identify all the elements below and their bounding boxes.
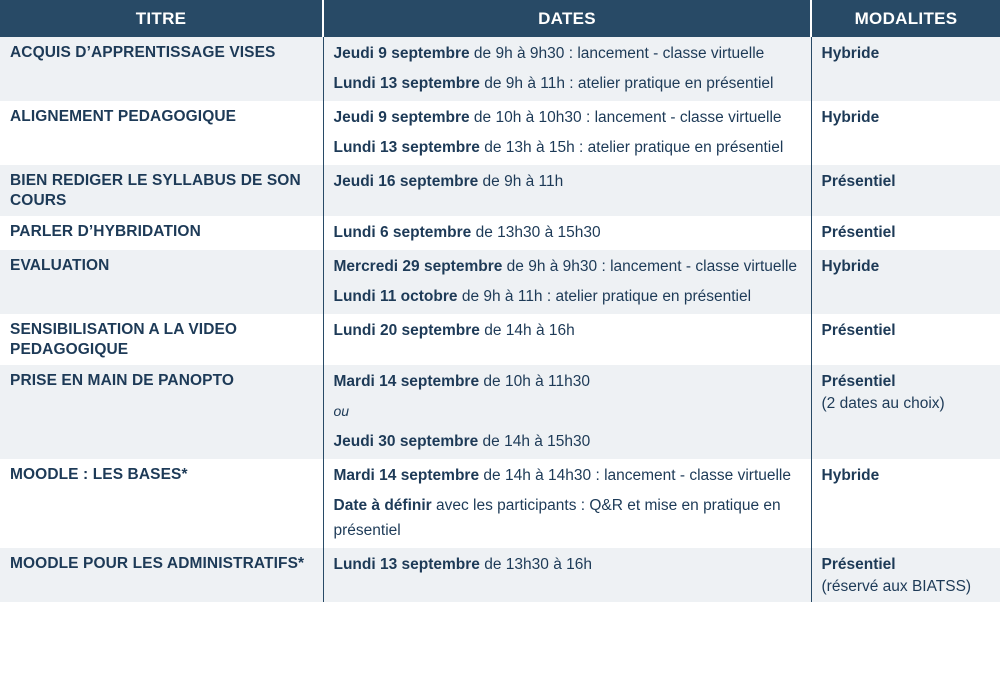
session <box>334 429 801 454</box>
table-row <box>0 459 1000 548</box>
modalite-note: (2 dates au choix) <box>821 395 945 412</box>
table-row <box>0 250 1000 314</box>
session-detail: de 10h à 11h30 <box>479 373 590 390</box>
course-title: EVALUATION <box>0 250 323 314</box>
session-detail: de 13h30 à 15h30 <box>471 224 601 241</box>
table-row <box>0 365 1000 459</box>
session <box>334 493 801 543</box>
session-detail: de 9h à 11h : atelier pratique en présentiel <box>479 75 774 92</box>
session <box>334 169 801 194</box>
course-title: BIEN REDIGER LE SYLLABUS DE SON COURS <box>0 165 323 216</box>
session-date: Lundi 13 septembre <box>333 139 480 156</box>
course-dates <box>323 365 811 459</box>
session <box>334 220 801 245</box>
header-dates: DATES <box>323 0 811 37</box>
table-row <box>0 216 1000 250</box>
session <box>334 105 801 130</box>
course-dates <box>323 165 811 216</box>
course-modalite <box>811 314 1000 365</box>
course-dates <box>323 37 811 101</box>
session-date: Mercredi 29 septembre <box>333 258 503 275</box>
session <box>334 284 801 309</box>
header-modalites: MODALITES <box>811 0 1000 37</box>
session-detail: de 9h à 11h <box>478 173 564 190</box>
modalite-label: Présentiel <box>821 322 896 339</box>
header-titre: TITRE <box>0 0 323 37</box>
session-date: Lundi 13 septembre <box>333 75 480 92</box>
session-detail: de 10h à 10h30 : lancement - classe virtuelle <box>469 109 782 126</box>
modalite-label: Présentiel <box>821 173 896 190</box>
course-dates <box>323 101 811 165</box>
session <box>334 369 801 394</box>
session <box>334 463 801 488</box>
table-body <box>0 37 1000 602</box>
course-modalite <box>811 37 1000 101</box>
session-detail: de 14h à 16h <box>479 322 575 339</box>
modalite-note: (réservé aux BIATSS) <box>821 578 972 595</box>
session-date: Lundi 20 septembre <box>333 322 480 339</box>
session-date: Jeudi 9 septembre <box>333 109 470 126</box>
modalite-label: Hybride <box>821 258 880 275</box>
session-detail: de 13h à 15h : atelier pratique en présentiel <box>479 139 784 156</box>
session <box>334 71 801 96</box>
table-row <box>0 37 1000 101</box>
session-date: Jeudi 9 septembre <box>333 45 470 62</box>
session-detail: de 9h à 9h30 : lancement - classe virtuelle <box>469 45 765 62</box>
course-modalite <box>811 101 1000 165</box>
course-modalite <box>811 165 1000 216</box>
table-row <box>0 548 1000 602</box>
course-dates <box>323 314 811 365</box>
course-dates <box>323 250 811 314</box>
modalite-label: Hybride <box>821 45 880 62</box>
modalite-label: Hybride <box>821 109 880 126</box>
table-row <box>0 165 1000 216</box>
course-title: MOODLE POUR LES ADMINISTRATIFS* <box>0 548 323 602</box>
modalite-label: Présentiel <box>821 556 896 573</box>
date-separator: ou <box>333 403 350 419</box>
course-modalite <box>811 250 1000 314</box>
course-modalite <box>811 216 1000 250</box>
course-title: PRISE EN MAIN DE PANOPTO <box>0 365 323 459</box>
session <box>334 41 801 66</box>
session-detail: de 9h à 9h30 : lancement - classe virtuelle <box>502 258 798 275</box>
session-detail: de 13h30 à 16h <box>479 556 592 573</box>
session-date: Lundi 11 octobre <box>333 288 458 305</box>
table-row <box>0 314 1000 365</box>
session <box>334 254 801 279</box>
session-detail: avec les participants : Q&R et mise en pratique en présentiel <box>333 497 781 539</box>
course-modalite <box>811 459 1000 548</box>
session-detail: de 14h à 15h30 <box>478 433 591 450</box>
course-modalite <box>811 365 1000 459</box>
session-detail: de 9h à 11h : atelier pratique en présentiel <box>457 288 752 305</box>
course-dates <box>323 548 811 602</box>
session-date: Jeudi 30 septembre <box>333 433 479 450</box>
modalite-label: Présentiel <box>821 373 896 390</box>
session-date: Lundi 6 septembre <box>333 224 472 241</box>
course-title: ALIGNEMENT PEDAGOGIQUE <box>0 101 323 165</box>
session <box>334 552 801 577</box>
course-title: MOODLE : LES BASES* <box>0 459 323 548</box>
course-dates <box>323 459 811 548</box>
session-date: Mardi 14 septembre <box>333 467 480 484</box>
session-date: Jeudi 16 septembre <box>333 173 479 190</box>
session-date: Mardi 14 septembre <box>333 373 480 390</box>
course-dates <box>323 216 811 250</box>
session-date: Date à définir <box>333 497 432 514</box>
course-title: ACQUIS D’APPRENTISSAGE VISES <box>0 37 323 101</box>
table-row <box>0 101 1000 165</box>
modalite-label: Présentiel <box>821 224 896 241</box>
session-date: Lundi 13 septembre <box>333 556 480 573</box>
session-detail: de 14h à 14h30 : lancement - classe virtuelle <box>479 467 792 484</box>
modalite-label: Hybride <box>821 467 880 484</box>
session <box>334 318 801 343</box>
session <box>334 135 801 160</box>
course-title: SENSIBILISATION A LA VIDEO PEDAGOGIQUE <box>0 314 323 365</box>
course-title: PARLER D’HYBRIDATION <box>0 216 323 250</box>
header-row <box>0 0 1000 37</box>
course-modalite <box>811 548 1000 602</box>
